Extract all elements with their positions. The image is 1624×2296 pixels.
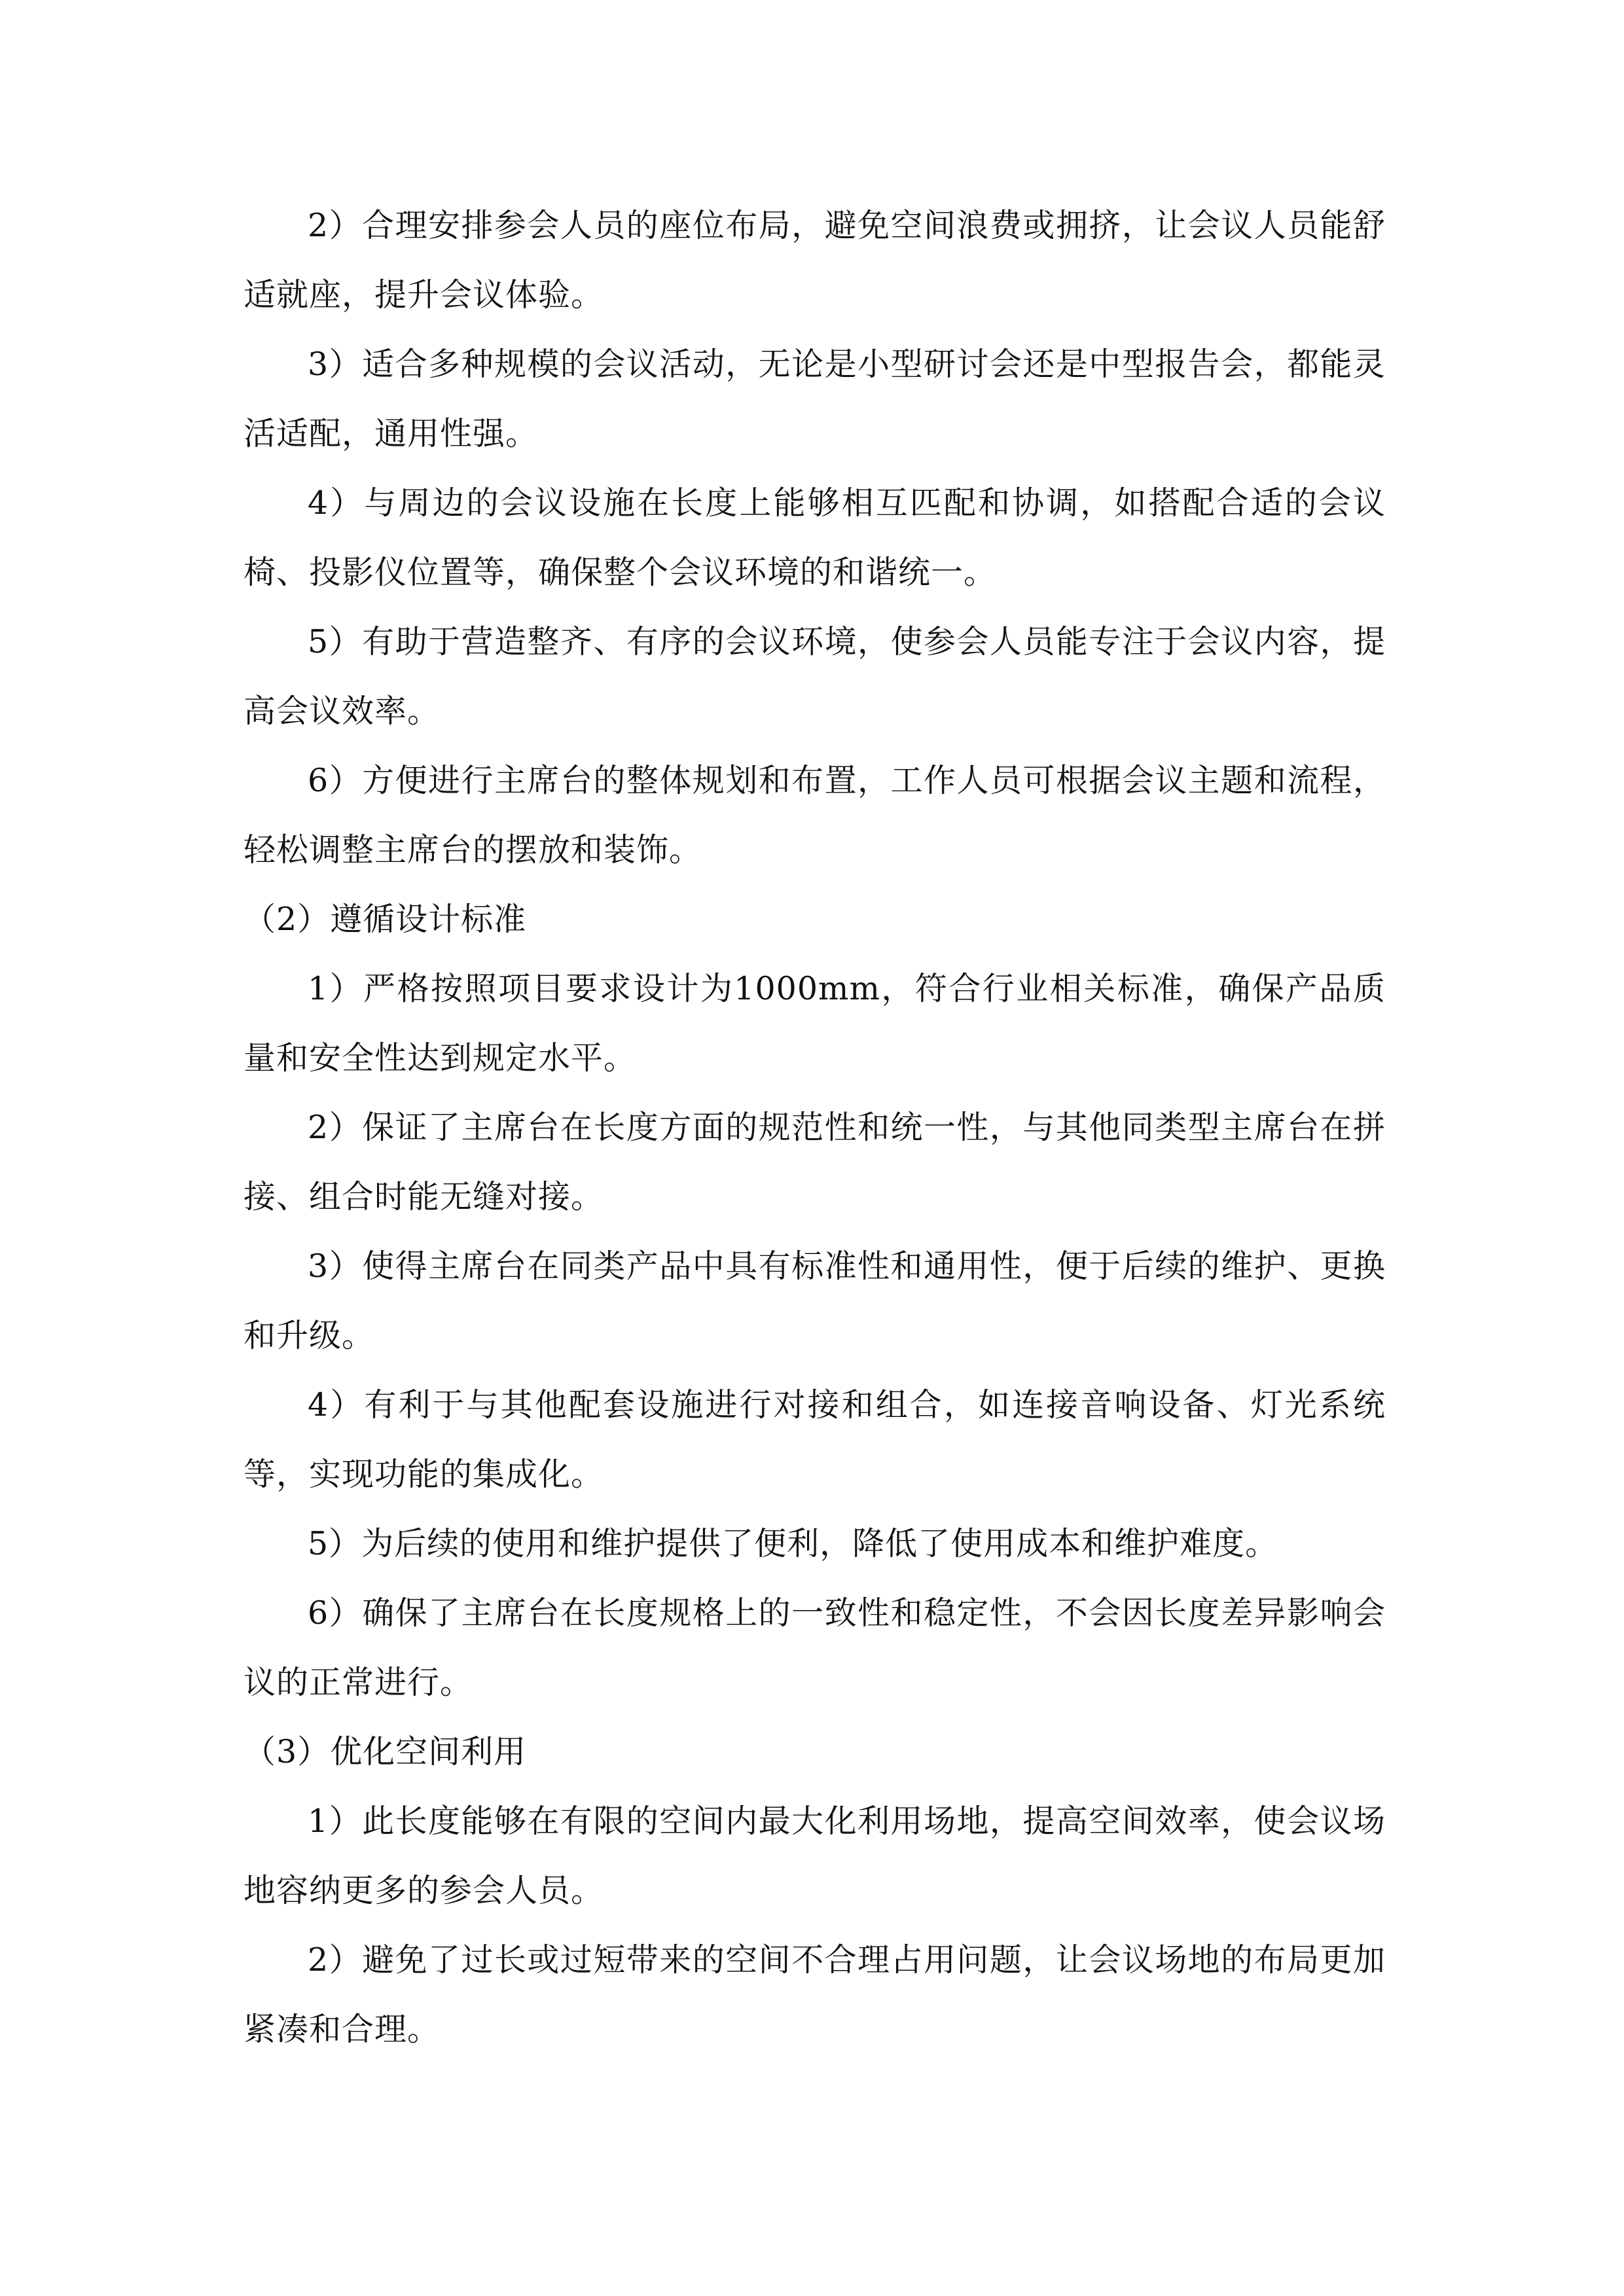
paragraph-item-4-coordination: 4）与周边的会议设施在长度上能够相互匹配和协调，如搭配合适的会议椅、投影仪位置等，确保整个会议环境的和谐统一。 (244, 484, 1386, 591)
paragraph-item-1-maximize: 1）此长度能够在有限的空间内最大化利用场地，提高空间效率，使会议场地容纳更多的参会人员。 (244, 1803, 1386, 1909)
paragraph-item-1-standard: 1）严格按照项目要求设计为1000mm，符合行业相关标准，确保产品质量和安全性达到规定水平。 (244, 970, 1386, 1077)
paragraph-item-5-cost: 5）为后续的使用和维护提供了便利，降低了使用成本和维护难度。 (308, 1525, 1278, 1562)
paragraph-item-2-seating: 2）合理安排参会人员的座位布局，避免空间浪费或拥挤，让会议人员能舒适就座，提升会议体验。 (244, 207, 1386, 314)
paragraph-item-4-integration: 4）有利于与其他配套设施进行对接和组合，如连接音响设备、灯光系统等，实现功能的集成化。 (244, 1386, 1386, 1493)
document-page (244, 191, 1386, 2064)
paragraph-item-6-planning: 6）方便进行主席台的整体规划和布置，工作人员可根据会议主题和流程，轻松调整主席台的摆放和装饰。 (244, 762, 1386, 869)
paragraph-item-5-environment: 5）有助于营造整齐、有序的会议环境，使参会人员能专注于会议内容，提高会议效率。 (244, 623, 1386, 730)
paragraph-item-3-maintenance: 3）使得主席台在同类产品中具有标准性和通用性，便于后续的维护、更换和升级。 (244, 1247, 1386, 1354)
paragraph-item-2-uniformity: 2）保证了主席台在长度方面的规范性和统一性，与其他同类型主席台在拼接、组合时能无缝对接。 (244, 1109, 1386, 1215)
section-heading-space-usage: （3）优化空间利用 (244, 1733, 527, 1770)
section-heading-design-standard: （2）遵循设计标准 (244, 901, 527, 938)
paragraph-item-3-scale: 3）适合多种规模的会议活动，无论是小型研讨会还是中型报告会，都能灵活适配，通用性强。 (244, 346, 1386, 452)
paragraph-item-6-consistency: 6）确保了主席台在长度规格上的一致性和稳定性，不会因长度差异影响会议的正常进行。 (244, 1594, 1386, 1701)
paragraph-item-2-layout: 2）避免了过长或过短带来的空间不合理占用问题，让会议场地的布局更加紧凑和合理。 (244, 1941, 1386, 2048)
